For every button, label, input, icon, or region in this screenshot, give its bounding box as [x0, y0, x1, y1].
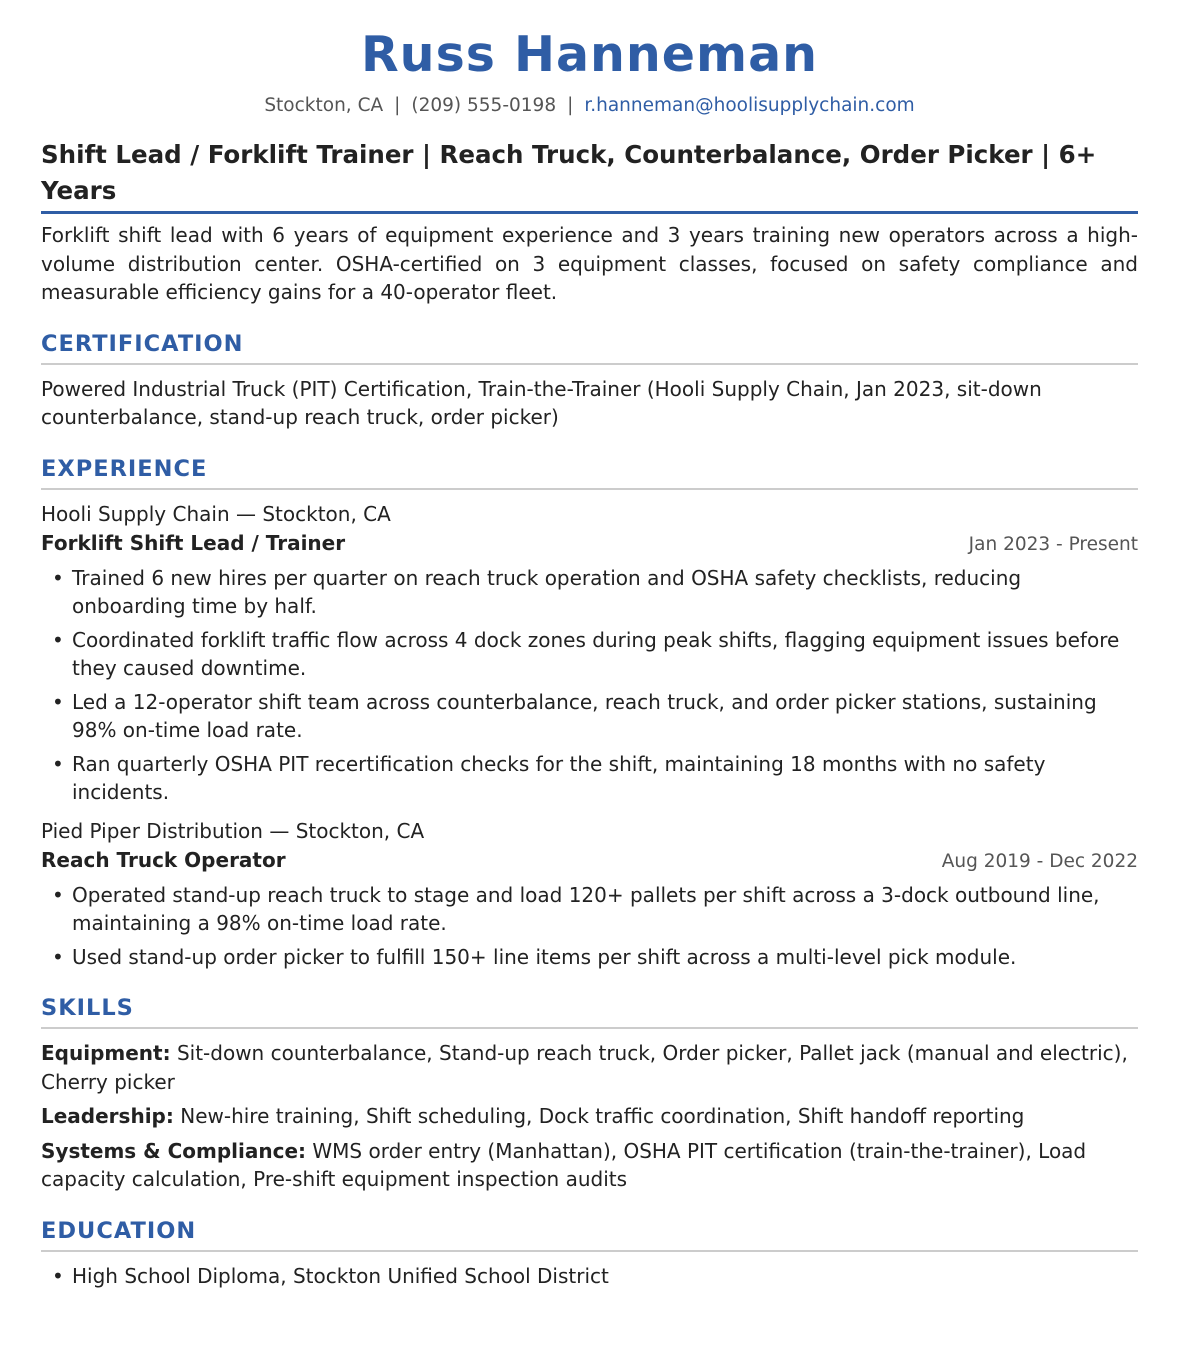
job-bullets: [41, 881, 1138, 972]
job-role-row: [41, 846, 1138, 877]
section-title-education: EDUCATION: [41, 1218, 1138, 1252]
job-role: Forklift Shift Lead / Trainer: [41, 531, 346, 556]
section-title-experience: EXPERIENCE: [41, 456, 1138, 490]
job-bullet: • Coordinated forklift traffic flow across 4 dock zones during peak shifts, flagging equipment issues before they caused downtime.: [41, 626, 1138, 683]
job-entry: [41, 817, 1138, 972]
education-item: • High School Diploma, Stockton Unified School District: [41, 1262, 1138, 1291]
skill-label: Equipment:: [41, 1041, 171, 1066]
job-bullet: • Ran quarterly OSHA PIT recertification checks for the shift, maintaining 18 months with no safety incidents.: [41, 750, 1138, 807]
candidate-name: Russ Hanneman: [360, 26, 819, 83]
job-bullet: • Trained 6 new hires per quarter on reach truck operation and OSHA safety checklists, reducing onboarding time by half.: [41, 564, 1138, 621]
section-title-certification: CERTIFICATION: [41, 331, 1138, 365]
contact-line: [41, 95, 1138, 117]
skill-text: WMS order entry (Manhattan), OSHA PIT certification (train-the-trainer), Load capacity calculation, Pre-shift equipment inspection audits: [41, 1138, 1087, 1192]
skill-text: Sit-down counterbalance, Stand-up reach truck, Order picker, Pallet jack (manual and electric), Cherry picker: [41, 1041, 1128, 1094]
education-list: [41, 1262, 1138, 1291]
skill-group: [41, 1102, 1138, 1131]
job-entry: [41, 500, 1138, 807]
skill-text: New-hire training, Shift scheduling, Dock traffic coordination, Shift handoff reporting: [180, 1104, 1025, 1129]
summary: Forklift shift lead with 6 years of equipment experience and 3 years training new operators across a high-volume distribution center. OSHA-certified on 3 equipment classes, focused on safety compliance and measurable efficiency gains for a 40-operator fleet.: [41, 223, 1138, 305]
certification-text: Powered Industrial Truck (PIT) Certification, Train-the-Trainer (Hooli Supply Chain, Jan 2023, sit-down counterbalance, stand-up reach truck, order picker): [41, 376, 1042, 430]
section-title-skills: SKILLS: [41, 995, 1138, 1029]
job-company: Hooli Supply Chain — Stockton, CA: [41, 501, 391, 526]
job-bullet: • Used stand-up order picker to fulfill 150+ line items per shift across a multi-level pick module.: [41, 943, 1138, 972]
headline: Shift Lead / Forklift Trainer | Reach Truck, Counterbalance, Order Picker | 6+ Years: [41, 137, 1138, 214]
skills-list: [41, 1039, 1138, 1194]
skill-group: [41, 1039, 1138, 1096]
job-bullets: [41, 564, 1138, 807]
skill-label: Leadership:: [41, 1104, 174, 1129]
skill-label: Systems & Compliance:: [41, 1138, 307, 1163]
skill-group: [41, 1137, 1138, 1194]
job-bullet: • Led a 12-operator shift team across counterbalance, reach truck, and order picker stations, sustaining 98% on-time load rate.: [41, 688, 1138, 745]
email-link[interactable]: r.hanneman@hoolisupplychain.com: [584, 95, 915, 116]
job-dates: Aug 2019 - Dec 2022: [941, 851, 1138, 873]
phone: (209) 555-0198: [411, 95, 557, 116]
location: Stockton, CA: [264, 95, 384, 116]
contact-separator: |: [567, 95, 574, 116]
job-role: Reach Truck Operator: [41, 848, 286, 873]
job-role-row: [41, 529, 1138, 560]
job-company: Pied Piper Distribution — Stockton, CA: [41, 818, 425, 843]
job-dates: Jan 2023 - Present: [968, 534, 1138, 556]
contact-separator: |: [394, 95, 401, 116]
job-bullet: • Operated stand-up reach truck to stage and load 120+ pallets per shift across a 3-dock outbound line, maintaining a 98% on-time load rate.: [41, 881, 1138, 938]
